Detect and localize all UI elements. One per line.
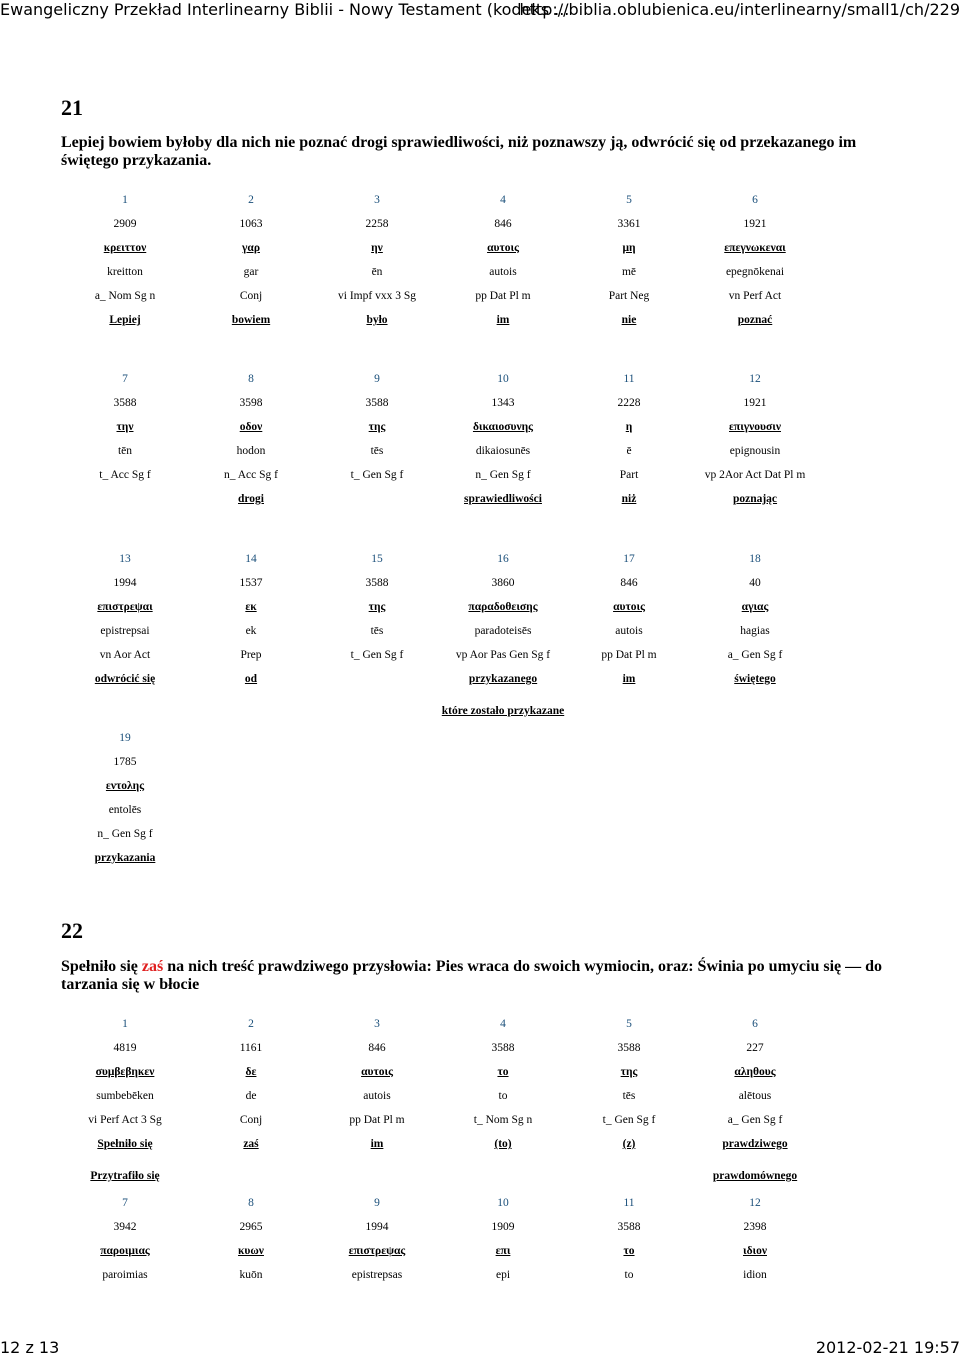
verse-number: 21 (61, 95, 83, 121)
polish-translation[interactable]: przykazanego (428, 672, 578, 686)
transliteration: epignousin (680, 444, 830, 458)
verse-text-highlight: zaś (142, 958, 163, 975)
strong-number: 2398 (680, 1220, 830, 1234)
strong-number: 3860 (428, 576, 578, 590)
polish-translation[interactable]: sprawiedliwości (428, 492, 578, 506)
polish-translation[interactable]: świętego (680, 672, 830, 686)
transliteration: kreitton (50, 265, 200, 279)
morphology: pp Dat Pl m (428, 289, 578, 303)
transliteration: autois (302, 1089, 452, 1103)
transliteration: autois (554, 624, 704, 638)
word-number: 9 (302, 1196, 452, 1210)
polish-translation[interactable]: im (554, 672, 704, 686)
verse-text-part: na nich treść prawdziwego przysłowia: Pies wraca do swoich wymiocin, oraz: Świnia po umyciu się — do tarzania się w błocie (61, 958, 882, 993)
transliteration: tēs (302, 624, 452, 638)
word-number: 16 (428, 552, 578, 566)
strong-number: 2909 (50, 217, 200, 231)
transliteration: epistrepsai (50, 624, 200, 638)
polish-translation[interactable]: poznając (680, 492, 830, 506)
word-number: 7 (50, 372, 200, 386)
strong-number: 40 (680, 576, 830, 590)
greek-word[interactable]: κυων (176, 1244, 326, 1258)
morphology: vp 2Aor Act Dat Pl m (680, 468, 830, 482)
transliteration: idion (680, 1268, 830, 1282)
strong-number: 3598 (176, 396, 326, 410)
polish-translation[interactable]: od (176, 672, 326, 686)
strong-number: 3361 (554, 217, 704, 231)
greek-word[interactable]: αυτοις (554, 600, 704, 614)
transliteration: mē (554, 265, 704, 279)
transliteration: epegnōkenai (680, 265, 830, 279)
strong-number: 2228 (554, 396, 704, 410)
polish-translation[interactable]: im (302, 1137, 452, 1151)
morphology: pp Dat Pl m (302, 1113, 452, 1127)
strong-number: 846 (428, 217, 578, 231)
greek-word[interactable]: δε (176, 1065, 326, 1079)
transliteration: epi (428, 1268, 578, 1282)
word-number: 9 (302, 372, 452, 386)
morphology: t_ Gen Sg f (302, 648, 452, 662)
word-number: 1 (50, 1017, 200, 1031)
verse-text (61, 958, 901, 994)
word-number: 6 (680, 193, 830, 207)
greek-word[interactable]: μη (554, 241, 704, 255)
greek-word[interactable]: οδον (176, 420, 326, 434)
polish-translation[interactable]: poznać (680, 313, 830, 327)
word-number: 13 (50, 552, 200, 566)
word-number: 3 (302, 1017, 452, 1031)
morphology: t_ Gen Sg f (302, 468, 452, 482)
alternative-translation[interactable]: prawdomównego (680, 1169, 830, 1183)
word-number: 11 (554, 1196, 704, 1210)
greek-word[interactable]: γαρ (176, 241, 326, 255)
morphology: Part (554, 468, 704, 482)
greek-word[interactable]: επιγνουσιν (680, 420, 830, 434)
strong-number: 1921 (680, 396, 830, 410)
strong-number: 3588 (554, 1220, 704, 1234)
browser-print-footer (0, 1338, 960, 1358)
polish-translation[interactable]: było (302, 313, 452, 327)
greek-word[interactable]: επεγνωκεναι (680, 241, 830, 255)
morphology: a_ Gen Sg f (680, 648, 830, 662)
word-number: 7 (50, 1196, 200, 1210)
polish-translation[interactable]: nie (554, 313, 704, 327)
transliteration: hodon (176, 444, 326, 458)
word-number: 10 (428, 1196, 578, 1210)
transliteration: epistrepsas (302, 1268, 452, 1282)
strong-number: 1994 (302, 1220, 452, 1234)
polish-translation[interactable]: Lepiej (50, 313, 200, 327)
transliteration: kuōn (176, 1268, 326, 1282)
transliteration: entolēs (50, 803, 200, 817)
morphology: t_ Gen Sg f (554, 1113, 704, 1127)
word-number: 5 (554, 1017, 704, 1031)
word-number: 12 (680, 372, 830, 386)
morphology: n_ Gen Sg f (428, 468, 578, 482)
greek-word[interactable]: κρειττον (50, 241, 200, 255)
page-title: Ewangeliczny Przekład Interlinearny Biblii - Nowy Testament (kodeks ... (0, 0, 569, 19)
strong-number: 3588 (302, 396, 452, 410)
strong-number: 1785 (50, 755, 200, 769)
greek-word[interactable]: το (428, 1065, 578, 1079)
word-number: 14 (176, 552, 326, 566)
verse-text (61, 134, 901, 170)
transliteration: tēs (302, 444, 452, 458)
word-number: 19 (50, 731, 200, 745)
polish-translation[interactable]: im (428, 313, 578, 327)
word-number: 4 (428, 1017, 578, 1031)
transliteration: to (428, 1089, 578, 1103)
strong-number: 1994 (50, 576, 200, 590)
polish-translation[interactable]: (z) (554, 1137, 704, 1151)
strong-number: 4819 (50, 1041, 200, 1055)
strong-number: 1343 (428, 396, 578, 410)
morphology: vi Impf vxx 3 Sg (302, 289, 452, 303)
word-number: 6 (680, 1017, 830, 1031)
word-number: 4 (428, 193, 578, 207)
morphology: pp Dat Pl m (554, 648, 704, 662)
greek-word[interactable]: παραδοθεισης (428, 600, 578, 614)
transliteration: tēs (554, 1089, 704, 1103)
verse-number: 22 (61, 918, 83, 944)
transliteration: tēn (50, 444, 200, 458)
transliteration: autois (428, 265, 578, 279)
word-number: 10 (428, 372, 578, 386)
greek-word[interactable]: το (554, 1244, 704, 1258)
greek-word[interactable]: ιδιον (680, 1244, 830, 1258)
strong-number: 3588 (302, 576, 452, 590)
greek-word[interactable]: επιστρεψαι (50, 600, 200, 614)
polish-translation[interactable]: odwrócić się (50, 672, 200, 686)
transliteration: ek (176, 624, 326, 638)
greek-word[interactable]: αυτοις (428, 241, 578, 255)
greek-word[interactable]: εκ (176, 600, 326, 614)
greek-word[interactable]: την (50, 420, 200, 434)
word-number: 2 (176, 193, 326, 207)
strong-number: 2965 (176, 1220, 326, 1234)
morphology: vn Aor Act (50, 648, 200, 662)
greek-word[interactable]: επιστρεψας (302, 1244, 452, 1258)
word-number: 2 (176, 1017, 326, 1031)
page-counter: 12 z 13 (0, 1338, 59, 1357)
page-url[interactable]: http://biblia.oblubienica.eu/interlinearny/small1/ch/229 (520, 0, 960, 19)
polish-translation[interactable]: (to) (428, 1137, 578, 1151)
verse-text-part: Lepiej bowiem byłoby dla nich nie poznać drogi sprawiedliwości, niż poznawszy ją, odwrócić się od przekazanego im świętego przykazania. (61, 134, 856, 169)
word-number: 11 (554, 372, 704, 386)
alternative-translation[interactable]: Przytrafiło się (50, 1169, 200, 1183)
verse-text-part: Spełniło się (61, 958, 142, 975)
greek-word[interactable]: αληθους (680, 1065, 830, 1079)
morphology: vp Aor Pas Gen Sg f (428, 648, 578, 662)
word-number: 8 (176, 372, 326, 386)
word-number: 1 (50, 193, 200, 207)
word-number: 8 (176, 1196, 326, 1210)
morphology: Prep (176, 648, 326, 662)
greek-word[interactable]: δικαιοσυνης (428, 420, 578, 434)
transliteration: de (176, 1089, 326, 1103)
greek-word[interactable]: αγιας (680, 600, 830, 614)
strong-number: 3942 (50, 1220, 200, 1234)
morphology: a_ Nom Sg n (50, 289, 200, 303)
word-number: 5 (554, 193, 704, 207)
strong-number: 1909 (428, 1220, 578, 1234)
transliteration: hagias (680, 624, 830, 638)
strong-number: 3588 (554, 1041, 704, 1055)
word-number: 15 (302, 552, 452, 566)
strong-number: 846 (302, 1041, 452, 1055)
polish-translation[interactable]: prawdziwego (680, 1137, 830, 1151)
polish-translation[interactable]: niż (554, 492, 704, 506)
alternative-translation[interactable]: które zostało przykazane (428, 704, 578, 718)
polish-translation[interactable]: bowiem (176, 313, 326, 327)
transliteration: dikaiosunēs (428, 444, 578, 458)
polish-translation[interactable]: zaś (176, 1137, 326, 1151)
polish-translation[interactable]: drogi (176, 492, 326, 506)
greek-word[interactable]: της (302, 600, 452, 614)
transliteration: gar (176, 265, 326, 279)
word-number: 12 (680, 1196, 830, 1210)
greek-word[interactable]: εντολης (50, 779, 200, 793)
strong-number: 3588 (50, 396, 200, 410)
transliteration: to (554, 1268, 704, 1282)
morphology: Conj (176, 1113, 326, 1127)
morphology: t_ Nom Sg n (428, 1113, 578, 1127)
strong-number: 227 (680, 1041, 830, 1055)
transliteration: paradoteisēs (428, 624, 578, 638)
strong-number: 3588 (428, 1041, 578, 1055)
morphology: vn Perf Act (680, 289, 830, 303)
strong-number: 1161 (176, 1041, 326, 1055)
strong-number: 1921 (680, 217, 830, 231)
morphology: a_ Gen Sg f (680, 1113, 830, 1127)
transliteration: ēn (302, 265, 452, 279)
morphology: n_ Acc Sg f (176, 468, 326, 482)
word-number: 18 (680, 552, 830, 566)
browser-print-header (0, 0, 960, 22)
word-number: 3 (302, 193, 452, 207)
greek-word[interactable]: η (554, 420, 704, 434)
greek-word[interactable]: επι (428, 1244, 578, 1258)
greek-word[interactable]: ην (302, 241, 452, 255)
strong-number: 1063 (176, 217, 326, 231)
greek-word[interactable]: αυτοις (302, 1065, 452, 1079)
morphology: n_ Gen Sg f (50, 827, 200, 841)
morphology: Conj (176, 289, 326, 303)
strong-number: 846 (554, 576, 704, 590)
strong-number: 1537 (176, 576, 326, 590)
morphology: Part Neg (554, 289, 704, 303)
transliteration: paroimias (50, 1268, 200, 1282)
morphology: vi Perf Act 3 Sg (50, 1113, 200, 1127)
polish-translation[interactable]: przykazania (50, 851, 200, 865)
greek-word[interactable]: συμβεβηκεν (50, 1065, 200, 1079)
transliteration: sumbebēken (50, 1089, 200, 1103)
greek-word[interactable]: της (554, 1065, 704, 1079)
greek-word[interactable]: παροιμιας (50, 1244, 200, 1258)
transliteration: ē (554, 444, 704, 458)
transliteration: alētous (680, 1089, 830, 1103)
morphology: t_ Acc Sg f (50, 468, 200, 482)
polish-translation[interactable]: Spełniło się (50, 1137, 200, 1151)
word-number: 17 (554, 552, 704, 566)
greek-word[interactable]: της (302, 420, 452, 434)
print-datetime: 2012-02-21 19:57 (816, 1338, 960, 1357)
strong-number: 2258 (302, 217, 452, 231)
